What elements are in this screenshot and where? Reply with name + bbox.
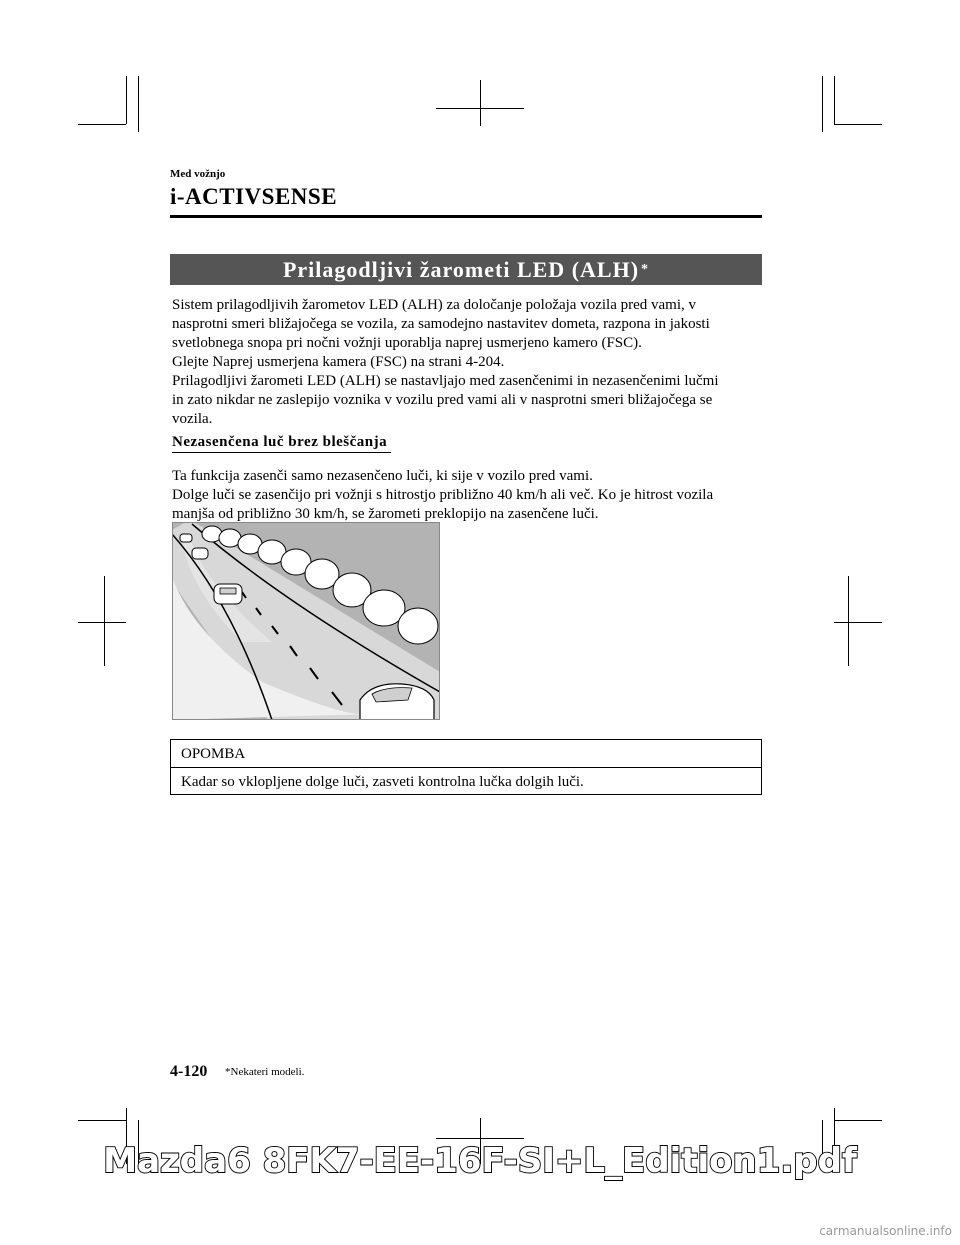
note-title: OPOMBA [181,746,246,762]
crop-mark [126,76,127,124]
file-name-watermark [0,1141,960,1181]
crop-mark [104,576,105,666]
crop-mark [834,76,835,124]
crop-mark [822,76,823,132]
crop-mark [834,1120,882,1121]
crop-mark [78,124,126,125]
preceding-car [214,584,242,604]
note-divider [171,767,761,768]
text-line: nasprotni smeri bližajočega se vozila, za samodejno nastavitev dometa, razpona in jakosti [172,316,710,332]
page-number: 4-120 [170,1063,208,1080]
note-box [170,739,762,795]
crop-mark [480,80,481,126]
section-heading-title: Prilagodljivi žarometi LED (ALH) [282,256,640,282]
text-line: Glejte Naprej usmerjena kamera (FSC) na strani 4-204. [172,354,505,370]
text-line: Sistem prilagodljivih žarometov LED (ALH) za določanje položaja vozila pred vami, v [172,297,697,313]
text-line: in zato nikdar ne zaslepijo voznika v vozilu pred vami ali v nasprotni smeri bližajočega se [172,392,713,408]
section-label: Med vožnjo [170,168,226,180]
crop-mark [138,76,139,132]
optional-feature-asterisk: * [641,261,650,277]
crop-mark [848,576,849,666]
text-line: Prilagodljivi žarometi LED (ALH) se nastavljajo med zasenčenimi in nezasenčenimi lučmi [172,373,719,389]
crop-mark [834,124,882,125]
text-line: Dolge luči se zasenčijo pri vožnji s hitrostjo približno 40 km/h ali več. Ko je hitrost vozila [172,487,714,503]
note-text: Kadar so vklopljene dolge luči, zasveti kontrolna lučka dolgih luči. [181,774,584,790]
file-name-text: Mazda6 8FK7-EE-16F-SI+L_Edition1.pdf [103,1141,857,1181]
text-line: vozila. [172,411,213,427]
chapter-title: i-ACTIVSENSE [170,184,338,209]
own-car [360,684,434,720]
headlight-illustration [172,522,440,720]
glare-free-paragraph [172,467,762,524]
crop-mark [78,622,126,623]
crop-mark [78,1120,126,1121]
text-line: manjša od približno 30 km/h, se žarometi preklopijo na zasenčene luči. [172,506,599,522]
chapter-divider [170,215,762,218]
crop-mark [834,622,882,623]
site-watermark[interactable]: carmanualsonline.info [819,1224,952,1238]
footnote: *Nekateri modeli. [225,1066,305,1078]
subsection-heading: Nezasenčena luč brez bleščanja [172,434,391,453]
intro-paragraph [172,296,762,429]
text-line: Ta funkcija zasenči samo nezasenčeno luči, ki sije v vozilo pred vami. [172,468,593,484]
section-heading [170,254,762,285]
text-line: svetlobnega snopa pri nočni vožnji uporablja naprej usmerjeno kamero (FSC). [172,335,642,351]
